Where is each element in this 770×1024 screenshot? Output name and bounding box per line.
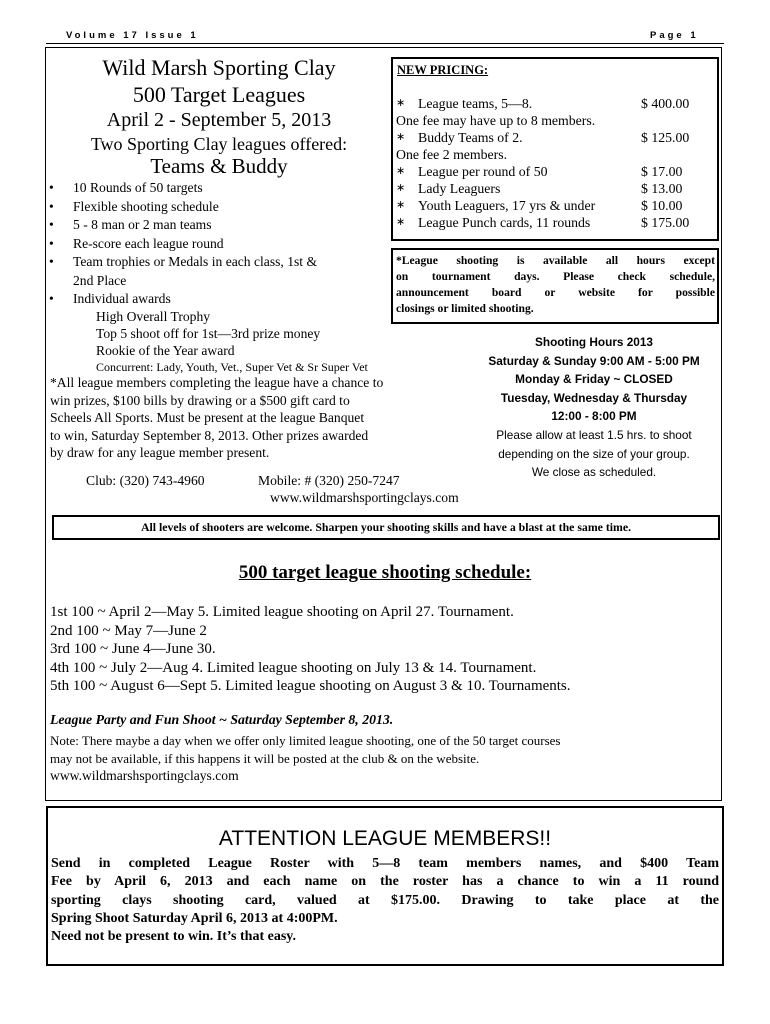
price-row: ∗ Lady Leaguers $ 13.00 (396, 181, 683, 196)
price-row: ∗ League Punch cards, 11 rounds $ 175.00 (396, 215, 690, 230)
availability-text: *League shooting is available all hours except on tournament days. Please check schedule, announcement board or website for possible closings or limited shooting. (396, 254, 715, 315)
party-announcement: League Party and Fun Shoot ~ Saturday September 8, 2013. (50, 712, 394, 727)
attention-text: Send in completed League Roster with 5—8 team members names, and $400 Team Fee by April 6, 2013 and each name on the roster has a chance to win a 11 round sporting clays shooting card, valued at $175.00. Drawing to take place at the Spring Shoot Saturday April 6, 2013 at 4:00PM. Need not be present to win. It’s that easy. (51, 856, 719, 945)
list-item: • Re-score each league round (49, 235, 224, 251)
schedule-row: 1st 100 ~ April 2—May 5. Limited league shooting on April 27. Tournament. (50, 604, 514, 620)
schedule-row: 2nd 100 ~ May 7—June 2 (50, 622, 207, 639)
schedule-list (50, 603, 571, 696)
hours-title: Shooting Hours 2013 (535, 335, 653, 349)
shooting-hours: Shooting Hours 2013 Saturday & Sunday 9:00 AM - 5:00 PM Monday & Friday ~ CLOSED Tuesday, Wednesday & Thursday 12:00 - 8:00 PM Please allow at least 1.5 hrs. to shoot depending on the size of your group. We close as scheduled. (474, 333, 714, 482)
price-row: ∗ Buddy Teams of 2. $ 125.00 (396, 130, 690, 145)
volume-header: Volume 17 Issue 1 (66, 30, 199, 41)
price-note: One fee 2 members. (396, 147, 508, 162)
price-row: ∗ Youth Leaguers, 17 yrs & under $ 10.00 (396, 198, 683, 213)
title-line-4: Two Sporting Clay leagues offered: (90, 134, 348, 154)
award-item: High Overall Trophy (96, 309, 211, 324)
header-rule (46, 43, 724, 44)
website-link[interactable]: www.wildmarshsportingclays.com (50, 768, 239, 783)
mobile-phone: Mobile: # (320) 250-7247 (258, 473, 400, 488)
list-item: • Individual awards (49, 291, 171, 306)
list-item: • 10 Rounds of 50 targets (49, 180, 203, 195)
list-item-continued: 2nd Place (73, 272, 127, 288)
welcome-text: All levels of shooters are welcome. Sharpen your shooting skills and have a blast at the same time. (140, 520, 632, 534)
schedule-row: 5th 100 ~ August 6—Sept 5. Limited league shooting on August 3 & 10. Tournaments. (50, 678, 571, 694)
list-item: • Flexible shooting schedule (49, 198, 219, 214)
title-line-1: Wild Marsh Sporting Clay (102, 55, 336, 80)
pricing-list (396, 95, 706, 231)
award-list (96, 308, 368, 376)
pricing-title: NEW PRICING: (397, 63, 489, 77)
club-phone: Club: (320) 743-4960 (86, 473, 205, 488)
schedule-row: 4th 100 ~ July 2—Aug 4. Limited league shooting on July 13 & 14. Tournament. (50, 659, 537, 676)
award-item: Rookie of the Year award (96, 343, 235, 358)
title-line-5: Teams & Buddy (150, 154, 288, 178)
price-note: One fee may have up to 8 members. (396, 113, 596, 128)
title-line-3: April 2 - September 5, 2013 (106, 109, 332, 131)
list-item: • 5 - 8 man or 2 man teams (49, 217, 212, 232)
page-number: Page 1 (650, 30, 699, 41)
price-row: ∗ League per round of 50 $ 17.00 (396, 164, 683, 179)
price-row: ∗ League teams, 5—8. $ 400.00 (396, 96, 690, 111)
prizes-paragraph: *All league members completing the league have a chance to win prizes, $100 bills by drawing or a $500 gift card to Scheels All Sports. Must be present at the league Banquet to win, Saturday September 8, 2013. Other prizes awarded by draw for any league member present. (50, 375, 384, 461)
list-item: • Team trophies or Medals in each class, 1st & (49, 254, 318, 269)
feature-list (49, 179, 393, 309)
award-item: Top 5 shoot off for 1st—3rd prize money (96, 326, 321, 341)
schedule-title: 500 target league shooting schedule: (238, 562, 532, 583)
website-link[interactable]: www.wildmarshsportingclays.com (270, 490, 459, 505)
attention-title: ATTENTION LEAGUE MEMBERS!! (218, 827, 552, 850)
award-item: Concurrent: Lady, Youth, Vet., Super Vet & Sr Super Vet (96, 360, 368, 374)
schedule-note: Note: There maybe a day when we offer only limited league shooting, one of the 50 target courses may not be available, if this happens it will be posted at the club & on the website. www.wildmarshsportingclays.com (50, 733, 561, 783)
title-line-2: 500 Target Leagues (132, 82, 306, 107)
schedule-row: 3rd 100 ~ June 4—June 30. (50, 641, 216, 657)
